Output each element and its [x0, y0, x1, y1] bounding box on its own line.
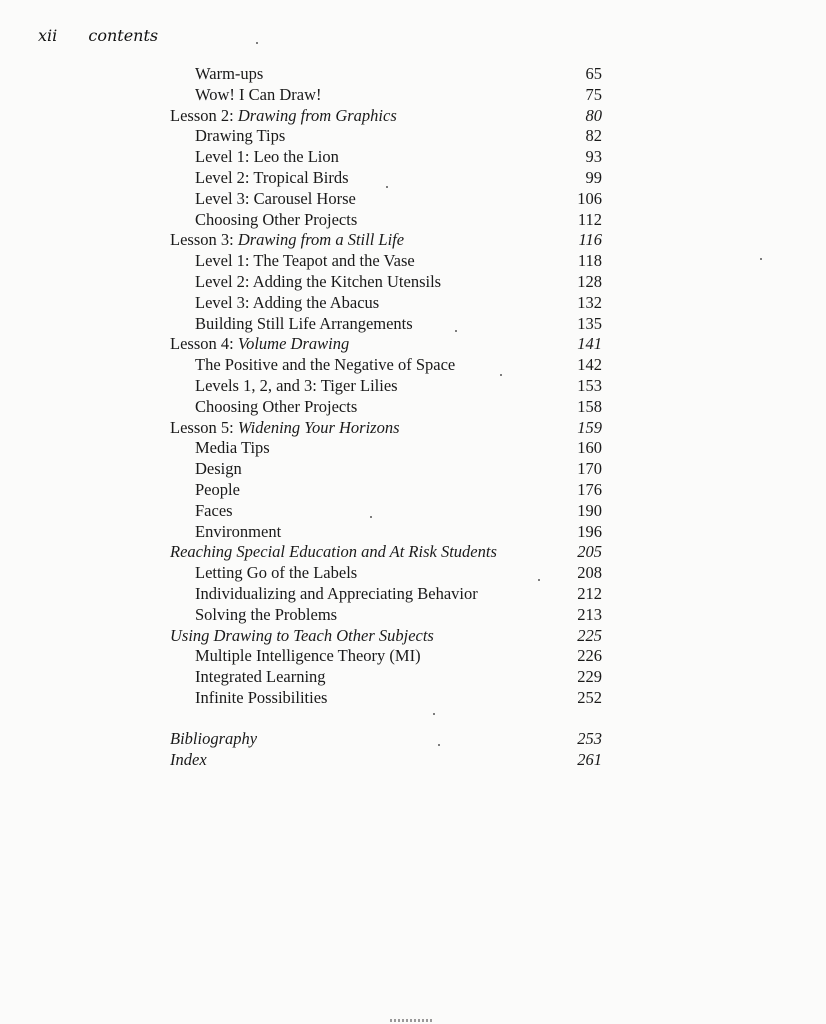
page-header [38, 26, 158, 45]
toc-entry-page: 226 [577, 646, 602, 666]
toc-entry-title: Integrated Learning [195, 667, 326, 687]
toc-entry-page: 132 [577, 292, 602, 312]
scan-speck [433, 713, 435, 715]
toc-entry[interactable] [170, 126, 602, 147]
toc-entry[interactable] [170, 522, 602, 543]
toc-entry-page: 205 [577, 542, 602, 562]
toc-lesson-heading[interactable] [170, 334, 602, 355]
toc-entry-title: Environment [195, 521, 282, 541]
toc-lesson-prefix: Lesson 5: [170, 417, 238, 437]
toc-entry-title: Level 1: Leo the Lion [195, 147, 339, 167]
toc-entry[interactable] [170, 189, 602, 210]
toc-entry-page: 253 [577, 728, 602, 748]
toc-entry-page: 160 [577, 438, 602, 458]
scan-speck [386, 186, 388, 188]
toc-entry[interactable] [170, 64, 602, 85]
toc-entry[interactable] [170, 272, 602, 293]
toc-section-heading[interactable] [170, 542, 602, 563]
toc-entry-title: Levels 1, 2, and 3: Tiger Lilies [195, 375, 398, 395]
toc-section-title: Reaching Special Education and At Risk Students [170, 542, 497, 562]
toc-entry-title: Warm-ups [195, 64, 264, 83]
toc-lesson-title: Volume Drawing [237, 334, 350, 354]
toc-entry-title: Level 3: Adding the Abacus [195, 292, 380, 312]
toc-entry-title: Media Tips [195, 438, 270, 458]
toc-entry-page: 208 [577, 563, 602, 583]
toc-entry-page: 112 [577, 209, 602, 229]
toc-entry-title: Level 2: Tropical Birds [195, 167, 349, 187]
toc-entry-page: 141 [577, 334, 602, 354]
toc-entry-page: 106 [577, 188, 602, 208]
toc-entry-page: 142 [577, 355, 602, 375]
scan-speck [760, 258, 762, 260]
toc-lesson-title: Widening Your Horizons [237, 417, 400, 437]
toc-entry-page: 128 [577, 271, 602, 291]
scan-speck [438, 744, 440, 746]
toc-entry-page: 261 [577, 749, 602, 769]
toc-entry-page: 229 [577, 667, 602, 687]
toc-entry-page: 80 [585, 105, 602, 125]
toc-entry-page: 99 [585, 167, 602, 187]
toc-section-title: Using Drawing to Teach Other Subjects [170, 625, 434, 645]
toc-lesson-prefix: Lesson 3: [170, 230, 238, 250]
toc-entry-page: 153 [577, 375, 602, 395]
toc-entry[interactable] [170, 688, 602, 709]
toc-entry[interactable] [170, 376, 602, 397]
toc-entry[interactable] [170, 438, 602, 459]
toc-entry-title: People [195, 479, 240, 499]
scan-edge-mark [390, 1019, 434, 1022]
toc-entry[interactable] [170, 563, 602, 584]
page-folio: xii [38, 26, 58, 45]
toc-entry[interactable] [170, 584, 602, 605]
toc-entry[interactable] [170, 646, 602, 667]
toc-entry-page: 135 [577, 313, 602, 333]
toc-entry[interactable] [170, 355, 602, 376]
toc-entry[interactable] [170, 147, 602, 168]
toc-entry-page: 93 [585, 147, 602, 167]
toc-entry-page: 225 [577, 625, 602, 645]
toc-entry-title: Choosing Other Projects [195, 396, 358, 416]
toc-entry-page: 176 [577, 479, 602, 499]
scan-speck [455, 330, 457, 332]
toc-entry-title: Choosing Other Projects [195, 209, 358, 229]
toc-entry-title: Drawing Tips [195, 126, 286, 146]
toc-entry-page: 158 [577, 396, 602, 416]
toc-section-title: Index [170, 749, 207, 769]
toc-entry-page: 213 [577, 604, 602, 624]
toc-entry[interactable] [170, 314, 602, 335]
running-title: contents [88, 26, 159, 45]
toc-entry[interactable] [170, 480, 602, 501]
toc-spacer [170, 709, 602, 729]
toc-entry-title: Building Still Life Arrangements [195, 313, 413, 333]
toc-entry[interactable] [170, 501, 602, 522]
toc-entry-title: Infinite Possibilities [195, 687, 328, 707]
toc-section-title: Bibliography [170, 728, 258, 748]
table-of-contents [170, 64, 602, 770]
toc-lesson-title: Drawing from Graphics [237, 105, 397, 125]
toc-entry[interactable] [170, 210, 602, 231]
toc-entry-title: Faces [195, 500, 233, 520]
toc-entry-page: 116 [578, 230, 602, 250]
toc-entry-title: Wow! I Can Draw! [195, 84, 322, 104]
toc-lesson-heading[interactable] [170, 418, 602, 439]
scan-speck [370, 516, 372, 518]
toc-entry-page: 252 [577, 687, 602, 707]
toc-entry[interactable] [170, 397, 602, 418]
toc-entry-title: Level 3: Carousel Horse [195, 188, 356, 208]
toc-entry-page: 159 [577, 417, 602, 437]
toc-lesson-heading[interactable] [170, 106, 602, 127]
toc-entry-page: 196 [577, 521, 602, 541]
toc-entry-page: 82 [585, 126, 602, 146]
toc-entry-page: 190 [577, 500, 602, 520]
toc-entry[interactable] [170, 667, 602, 688]
toc-entry-page: 212 [577, 583, 602, 603]
toc-lesson-prefix: Lesson 2: [170, 105, 238, 125]
toc-entry-page: 118 [577, 251, 602, 271]
toc-entry-title: Letting Go of the Labels [195, 563, 358, 583]
toc-entry-title: Multiple Intelligence Theory (MI) [195, 646, 421, 666]
scan-speck [538, 579, 540, 581]
toc-section-heading[interactable] [170, 626, 602, 647]
toc-entry[interactable] [170, 605, 602, 626]
toc-entry[interactable] [170, 459, 602, 480]
toc-entry-page: 75 [585, 84, 602, 104]
toc-entry-title: Individualizing and Appreciating Behavior [195, 583, 478, 603]
toc-entry-title: Design [195, 459, 242, 479]
scan-speck [500, 374, 502, 376]
toc-entry-page: 170 [577, 459, 602, 479]
toc-lesson-heading[interactable] [170, 230, 602, 251]
toc-entry[interactable] [170, 85, 602, 106]
toc-entry-title: Level 1: The Teapot and the Vase [195, 251, 415, 271]
toc-entry-title: The Positive and the Negative of Space [195, 355, 456, 375]
toc-entry-page: 65 [585, 64, 602, 83]
toc-lesson-prefix: Lesson 4: [170, 334, 238, 354]
toc-entry-title: Level 2: Adding the Kitchen Utensils [195, 271, 442, 291]
scan-speck [256, 42, 258, 44]
toc-entry-title: Solving the Problems [195, 604, 338, 624]
toc-section-heading[interactable] [170, 750, 602, 771]
toc-entry[interactable] [170, 293, 602, 314]
toc-entry[interactable] [170, 251, 602, 272]
toc-section-heading[interactable] [170, 729, 602, 750]
toc-lesson-title: Drawing from a Still Life [237, 230, 405, 250]
